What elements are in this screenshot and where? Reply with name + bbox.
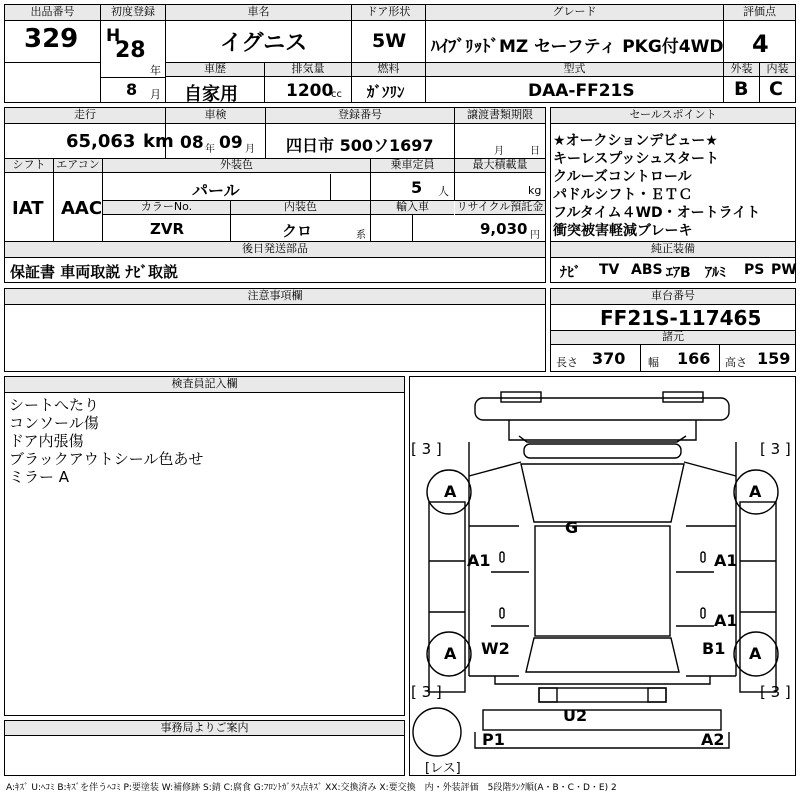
tire-fr-mark: A	[749, 482, 762, 501]
recycle-unit: 円	[530, 230, 540, 241]
corner-mark-br: [ 3 ]	[760, 683, 791, 701]
length: 370	[592, 349, 626, 368]
office-label: 事務局よりご案内	[5, 721, 404, 736]
equip-navi: ﾅﾋﾞ	[560, 265, 581, 281]
mileage-unit: km	[143, 131, 174, 152]
corner-mark-bl: [ 3 ]	[411, 683, 442, 701]
right-rear-upper-mark: A1	[714, 611, 738, 630]
rear-bumper-mark: U2	[563, 706, 588, 725]
inspection-month: 09	[219, 133, 243, 153]
sales-point-4: パドルシフト・ＥＴＣ	[553, 187, 693, 203]
sales-point-6: 衝突被害軽減ブレーキ	[553, 223, 693, 239]
length-label: 長さ	[556, 356, 578, 369]
inspector-line-1: シートへたり	[9, 396, 100, 414]
specs-label: 諸元	[551, 331, 795, 345]
first-reg-label: 初度登録	[101, 5, 165, 21]
height: 159	[757, 349, 791, 368]
recycle-fee: 9,030	[480, 220, 528, 238]
inspection-month-unit: 月	[245, 144, 255, 155]
capacity-label: 乗車定員	[371, 159, 454, 173]
inspector-line-4: ブラックアウトシール色あせ	[9, 450, 204, 468]
mileage-label: 走行	[5, 108, 165, 124]
history-label: 車歴	[166, 63, 264, 77]
inspector-line-3: ドア内張傷	[9, 432, 84, 450]
notes-label: 注意事項欄	[5, 289, 545, 305]
damage-legend: A:ｷｽﾞ U:ﾍｺﾐ B:ｷｽﾞを伴うﾍｺﾐ P:要塗装 W:補修跡 S:錆 C:腐食 G:ﾌﾛﾝﾄｶﾞﾗｽ点ｷｽﾞ XX:交換済み X:要交換 内・外装評価 5段階ﾗﾝｸ順(A・B・C・D・E) 2	[6, 783, 617, 793]
payload-label: 最大積載量	[455, 159, 545, 173]
shift: IAT	[12, 198, 44, 219]
chassis-number: FF21S-117465	[600, 306, 762, 330]
tire-fl-mark: A	[444, 482, 457, 501]
displacement-label: 排気量	[265, 63, 351, 77]
int-grade-label: 内装	[760, 63, 795, 77]
car-outline	[409, 376, 796, 776]
reg-month-unit: 月	[150, 88, 161, 101]
equip-tv: TV	[599, 262, 620, 278]
roof-mark: G	[565, 518, 579, 537]
sales-points-label: セールスポイント	[551, 108, 795, 124]
history: 自家用	[184, 84, 238, 105]
sales-point-3: クルーズコントロール	[553, 169, 692, 185]
door-type: 5W	[372, 30, 407, 52]
car-name: イグニス	[220, 31, 308, 56]
sales-point-5: フルタイム４WD・オートライト	[553, 205, 761, 221]
height-label: 高さ	[725, 356, 747, 369]
equip-pw: PW	[771, 262, 797, 278]
capacity: 5	[411, 178, 423, 197]
reg-year-unit: 年	[150, 64, 161, 77]
model: DAA-FF21S	[528, 81, 635, 101]
grade-label: グレード	[426, 5, 723, 21]
displacement: 1200	[286, 81, 334, 101]
parts: 保証書 車両取説 ﾅﾋﾞ取説	[10, 263, 178, 281]
right-rear-door-mark: B1	[702, 639, 726, 658]
tire-rr-mark: A	[749, 644, 762, 663]
lot-number: 329	[24, 24, 79, 54]
car-name-label: 車名	[166, 5, 351, 21]
reg-no: 四日市 500ソ1697	[286, 136, 434, 155]
ext-color: パール	[192, 181, 240, 200]
ext-color-label: 外装色	[103, 159, 370, 173]
equipment-label: 純正装備	[551, 242, 795, 258]
chassis-label: 車台番号	[551, 289, 795, 305]
reg-no-label: 登録番号	[266, 108, 454, 124]
recycle-label: リサイクル預託金	[456, 200, 544, 213]
payload-unit: kg	[528, 184, 542, 197]
fuel: ｶﾞｿﾘﾝ	[367, 83, 405, 101]
color-no-label: カラーNo.	[103, 201, 230, 215]
inspector-line-2: コンソール傷	[9, 414, 99, 432]
int-color-unit: 系	[356, 230, 366, 241]
sales-point-1: ★オークションデビュー★	[553, 133, 718, 149]
int-grade: C	[769, 78, 783, 100]
era: H	[106, 26, 121, 46]
shift-label: シフト	[5, 159, 53, 173]
ac-label: エアコン	[54, 159, 102, 173]
corner-mark-tl: [ 3 ]	[411, 440, 442, 458]
corner-mark-tr: [ 3 ]	[760, 440, 791, 458]
width-label: 幅	[648, 356, 659, 369]
parts-label: 後日発送部品	[5, 242, 545, 258]
width: 166	[677, 349, 711, 368]
left-front-door-mark: A1	[467, 551, 491, 570]
mileage: 65,063	[66, 131, 136, 152]
tire-rl-mark: A	[444, 644, 457, 663]
equip-abs: ABS	[631, 262, 663, 278]
score-label: 評価点	[724, 5, 795, 21]
int-color-label: 内装色	[231, 201, 370, 215]
inspection-label: 車検	[166, 108, 265, 124]
spare-tire-mark: [レス]	[425, 761, 461, 776]
displacement-unit: cc	[331, 89, 342, 100]
equip-airbag: ｴｱB	[666, 265, 691, 281]
rear-right-mark: A2	[701, 730, 725, 749]
lot-label: 出品番号	[5, 5, 100, 21]
inspector-label: 検査員記入欄	[5, 377, 404, 393]
color-no: ZVR	[150, 220, 185, 238]
door-label: ドア形状	[352, 5, 425, 21]
grade: ﾊｲﾌﾞﾘｯﾄﾞMZ セーフティ PKG付4WD	[431, 37, 724, 57]
fuel-label: 燃料	[352, 63, 425, 77]
ext-grade: B	[734, 78, 749, 100]
sales-point-2: キーレスプッシュスタート	[553, 151, 720, 167]
import-label: 輸入車	[371, 201, 454, 215]
inspector-line-5: ミラー A	[9, 468, 70, 486]
right-front-door-mark: A1	[714, 551, 738, 570]
transfer-month-unit: 月	[494, 146, 504, 157]
inspection-year: 08	[180, 133, 204, 153]
equip-alloy: ｱﾙﾐ	[705, 265, 726, 281]
inspection-year-unit: 年	[205, 144, 215, 155]
ext-grade-label: 外装	[724, 63, 759, 77]
model-label: 型式	[426, 63, 723, 77]
int-color: クロ	[282, 222, 313, 240]
transfer-day-unit: 日	[530, 146, 540, 157]
score: 4	[752, 30, 769, 58]
equip-ps: PS	[744, 262, 765, 278]
capacity-unit: 人	[438, 185, 449, 198]
transfer-label: 譲渡書類期限	[455, 108, 545, 124]
rear-left-mark: P1	[482, 730, 505, 749]
reg-month: 8	[126, 80, 138, 99]
ac: AAC	[61, 198, 103, 219]
reg-year: 28	[115, 38, 146, 63]
left-rear-door-mark: W2	[481, 639, 510, 658]
